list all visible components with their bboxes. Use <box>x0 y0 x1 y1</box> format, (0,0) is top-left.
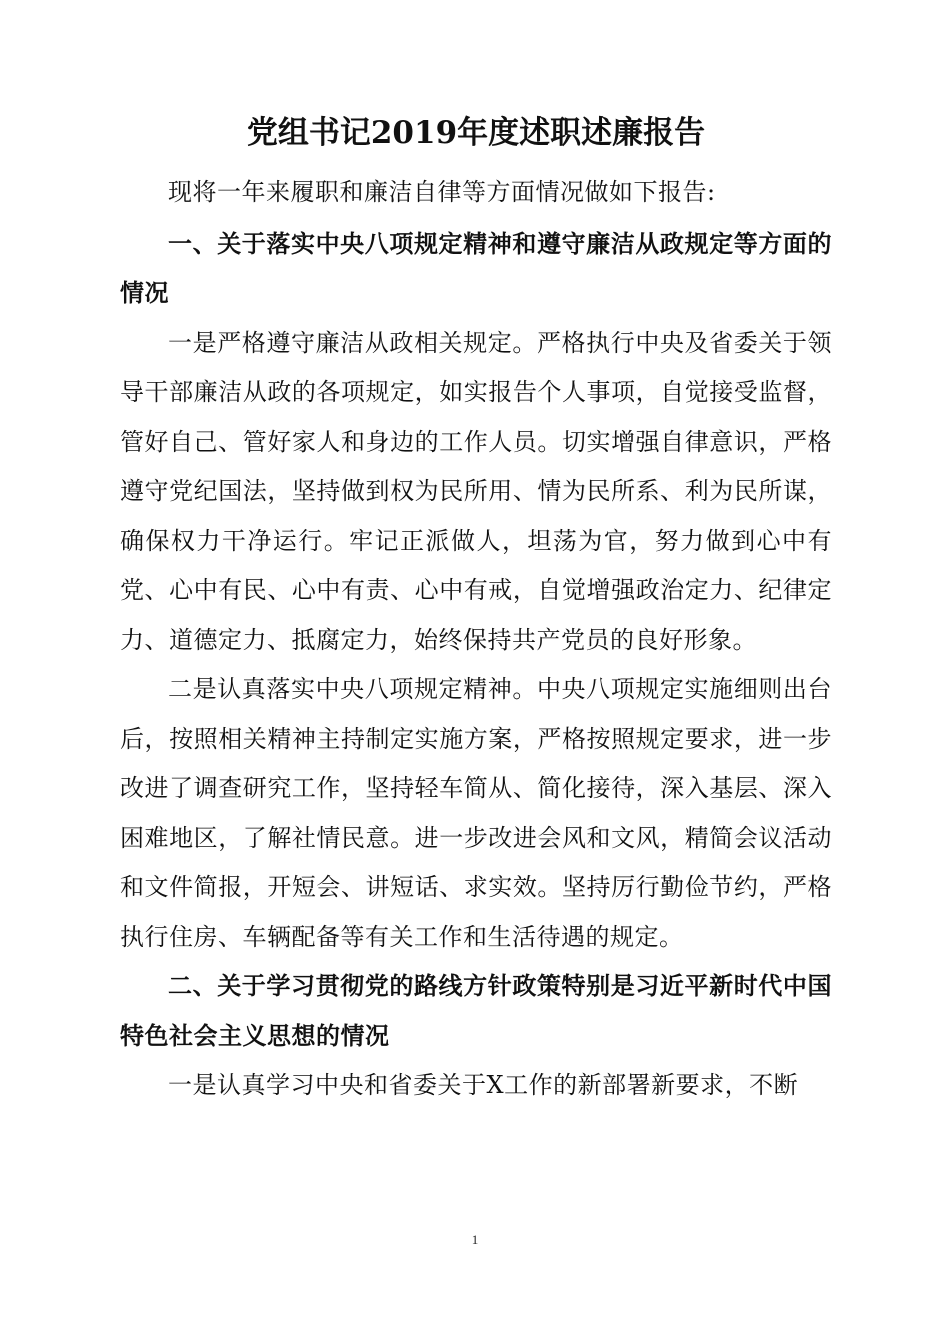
document-title: 党组书记2019年度述职述廉报告 <box>246 115 706 151</box>
intro-paragraph: 现将一年来履职和廉洁自律等方面情况做如下报告: <box>168 178 716 206</box>
page-number: 1 <box>471 1232 479 1247</box>
section-1-paragraph-2: 二是认真落实中央八项规定精神。中央八项规定实施细则出台后，按照相关精神主持制定实施方案，严格按照规定要求，进一步改进了调查研究工作，坚持轻车简从、简化接待，深入基层、深入困难地区，了解社情民意。进一步改进会风和文风，精简会议活动和文件简报，开短会、讲短话、求实效。坚持厉行勤俭节约，严格执行住房、车辆配备等有关工作和生活待遇的规定。 <box>120 675 832 951</box>
section-1-heading: 一、关于落实中央八项规定精神和遵守廉洁从政规定等方面的情况 <box>120 229 832 307</box>
section-2-paragraph-1: 一是认真学习中央和省委关于X工作的新部署新要求，不断 <box>168 1071 799 1099</box>
section-2-heading: 二、关于学习贯彻党的路线方针政策特别是习近平新时代中国特色社会主义思想的情况 <box>120 972 832 1050</box>
document-page <box>120 108 832 1111</box>
section-1-paragraph-1: 一是严格遵守廉洁从政相关规定。严格执行中央及省委关于领导干部廉洁从政的各项规定，如实报告个人事项，自觉接受监督，管好自己、管好家人和身边的工作人员。切实增强自律意识，严格遵守党纪国法，坚持做到权为民所用、情为民所系、利为民所谋，确保权力干净运行。牢记正派做人，坦荡为官，努力做到心中有党、心中有民、心中有责、心中有戒，自觉增强政治定力、纪律定力、道德定力、抵腐定力，始终保持共产党员的良好形象。 <box>120 328 832 654</box>
